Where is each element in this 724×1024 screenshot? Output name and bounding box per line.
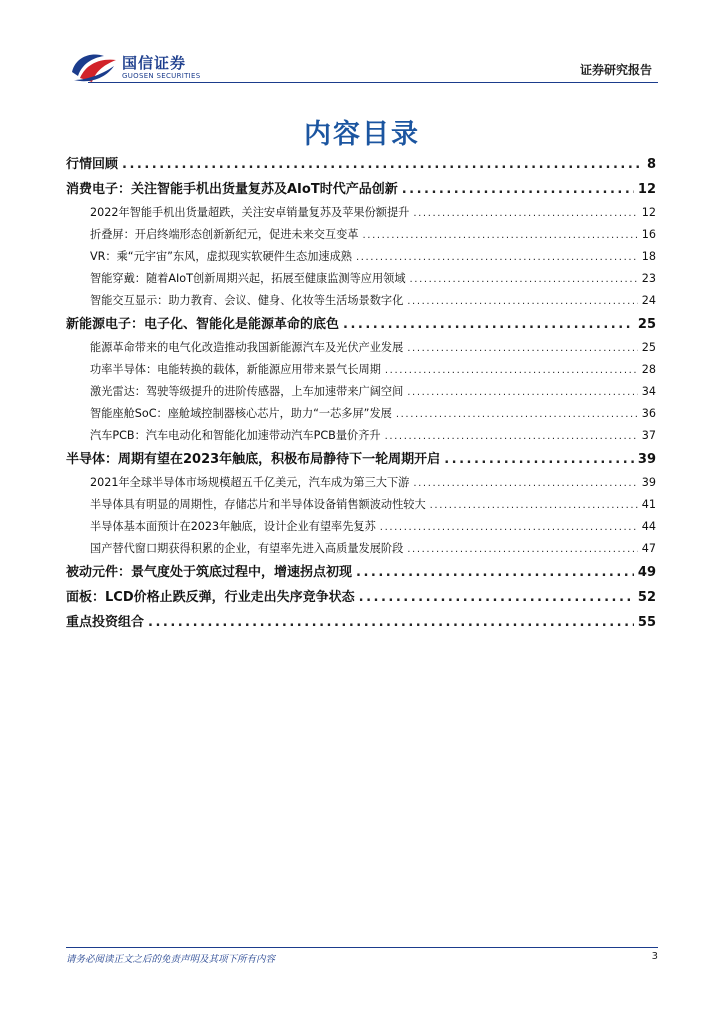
toc-subsection-entry[interactable] (66, 538, 656, 560)
page-number: 3 (651, 951, 658, 962)
toc-leader-dots (122, 152, 643, 177)
toc-subsection-entry[interactable] (66, 425, 656, 447)
toc-leader-dots (356, 247, 638, 269)
toc-leader-dots (148, 610, 634, 635)
toc-subsection-entry[interactable] (66, 403, 656, 425)
toc-leader-dots (407, 382, 637, 404)
toc-entry-page: 25 (637, 317, 656, 332)
disclaimer-note: 请务必阅读正文之后的免责声明及其项下所有内容 (66, 954, 276, 965)
toc-entry-title: 半导体具有明显的周期性，存储芯片和半导体设备销售额波动性较大 (90, 498, 426, 511)
toc-entry-title: 半导体基本面预计在2023年触底，设计企业有望率先复苏 (90, 520, 376, 533)
toc-entry-title: 消费电子：关注智能手机出货量复苏及AIoT时代产品创新 (66, 182, 398, 197)
toc-entry-title: 重点投资组合 (66, 615, 145, 630)
toc-entry-page: 37 (641, 429, 656, 442)
toc-entry-title: 2022年智能手机出货量超跌，关注安卓销量复苏及苹果份额提升 (90, 206, 410, 219)
toc-entry-title: 新能源电子：电子化、智能化是能源革命的底色 (66, 317, 340, 332)
toc-leader-dots (407, 539, 637, 561)
toc-leader-dots (430, 495, 638, 517)
toc-entry-title: 能源革命带来的电气化改造推动我国新能源汽车及光伏产业发展 (90, 341, 404, 354)
toc-section-entry[interactable] (66, 177, 656, 202)
toc-subsection-entry[interactable] (66, 290, 656, 312)
header-divider (88, 82, 658, 83)
toc-entry-page: 28 (641, 363, 656, 376)
toc-entry-title: 智能交互显示：助力教育、会议、健身、化妆等生活场景数字化 (90, 294, 404, 307)
toc-entry-page: 52 (637, 590, 656, 605)
toc-entry-title: 国产替代窗口期获得积累的企业，有望率先进入高质量发展阶段 (90, 542, 404, 555)
toc-leader-dots (407, 338, 637, 360)
toc-leader-dots (385, 360, 638, 382)
toc-subsection-entry[interactable] (66, 516, 656, 538)
toc-leader-dots (359, 585, 634, 610)
toc-leader-dots (402, 177, 634, 202)
toc-entry-page: 34 (641, 385, 656, 398)
toc-section-entry[interactable] (66, 312, 656, 337)
toc-entry-title: 激光雷达：驾驶等级提升的进阶传感器，上车加速带来广阔空间 (90, 385, 404, 398)
toc-entry-title: 面板：LCD价格止跌反弹，行业走出失序竞争状态 (66, 590, 355, 605)
report-type-label: 证券研究报告 (579, 63, 652, 77)
toc-entry-page: 12 (637, 182, 656, 197)
toc-leader-dots (356, 560, 634, 585)
logo-chinese-name: 国信证券 (122, 54, 187, 72)
toc-leader-dots (444, 447, 634, 472)
toc-leader-dots (396, 404, 638, 426)
toc-entry-page: 24 (641, 294, 656, 307)
toc-subsection-entry[interactable] (66, 246, 656, 268)
toc-title: 内容目录 (304, 119, 420, 150)
toc-entry-page: 12 (641, 206, 656, 219)
toc-entry-page: 39 (637, 452, 656, 467)
toc-entry-page: 25 (641, 341, 656, 354)
toc-leader-dots (407, 291, 637, 313)
toc-entry-page: 47 (641, 542, 656, 555)
toc-leader-dots (410, 269, 638, 291)
toc-entry-page: 18 (641, 250, 656, 263)
toc-entry-title: 2021年全球半导体市场规模超五千亿美元，汽车成为第三大下游 (90, 476, 410, 489)
toc-section-entry[interactable] (66, 152, 656, 177)
toc-entry-title: 折叠屏：开启终端形态创新新纪元，促进未来交互变革 (90, 228, 359, 241)
toc-leader-dots (413, 473, 637, 495)
toc-entry-title: 智能座舱SoC：座舱域控制器核心芯片，助力“一芯多屏”发展 (90, 407, 392, 420)
toc-entry-title: 汽车PCB：汽车电动化和智能化加速带动汽车PCB量价齐升 (90, 429, 381, 442)
toc-section-entry[interactable] (66, 610, 656, 635)
toc-subsection-entry[interactable] (66, 494, 656, 516)
toc-entry-title: 功率半导体：电能转换的载体，新能源应用带来景气长周期 (90, 363, 381, 376)
toc-section-entry[interactable] (66, 560, 656, 585)
toc-subsection-entry[interactable] (66, 337, 656, 359)
toc-entry-page: 44 (641, 520, 656, 533)
toc-entry-title: 被动元件：景气度处于筑底过程中，增速拐点初现 (66, 565, 353, 580)
company-logo (70, 50, 201, 86)
toc-subsection-entry[interactable] (66, 224, 656, 246)
toc-entry-page: 8 (646, 157, 656, 172)
toc-entry-title: 行情回顾 (66, 157, 119, 172)
table-of-contents (66, 152, 656, 635)
toc-leader-dots (385, 426, 638, 448)
guosen-logo-icon (70, 50, 118, 84)
toc-subsection-entry[interactable] (66, 381, 656, 403)
toc-section-entry[interactable] (66, 585, 656, 610)
toc-subsection-entry[interactable] (66, 472, 656, 494)
toc-leader-dots (343, 312, 634, 337)
toc-entry-page: 39 (641, 476, 656, 489)
toc-entry-page: 41 (641, 498, 656, 511)
toc-entry-page: 49 (637, 565, 656, 580)
toc-leader-dots (380, 517, 638, 539)
logo-english-name: GUOSEN SECURITIES (122, 72, 201, 80)
toc-leader-dots (363, 225, 638, 247)
toc-entry-title: VR：乘“元宇宙”东风，虚拟现实软硬件生态加速成熟 (90, 250, 352, 263)
toc-entry-page: 16 (641, 228, 656, 241)
toc-entry-title: 智能穿戴：随着AIoT创新周期兴起，拓展至健康监测等应用领域 (90, 272, 406, 285)
toc-entry-page: 55 (637, 615, 656, 630)
toc-section-entry[interactable] (66, 447, 656, 472)
toc-subsection-entry[interactable] (66, 359, 656, 381)
toc-entry-page: 23 (641, 272, 656, 285)
toc-subsection-entry[interactable] (66, 202, 656, 224)
toc-subsection-entry[interactable] (66, 268, 656, 290)
toc-leader-dots (413, 203, 637, 225)
toc-entry-title: 半导体：周期有望在2023年触底，积极布局静待下一轮周期开启 (66, 452, 441, 467)
toc-entry-page: 36 (641, 407, 656, 420)
footer-divider (66, 947, 658, 948)
